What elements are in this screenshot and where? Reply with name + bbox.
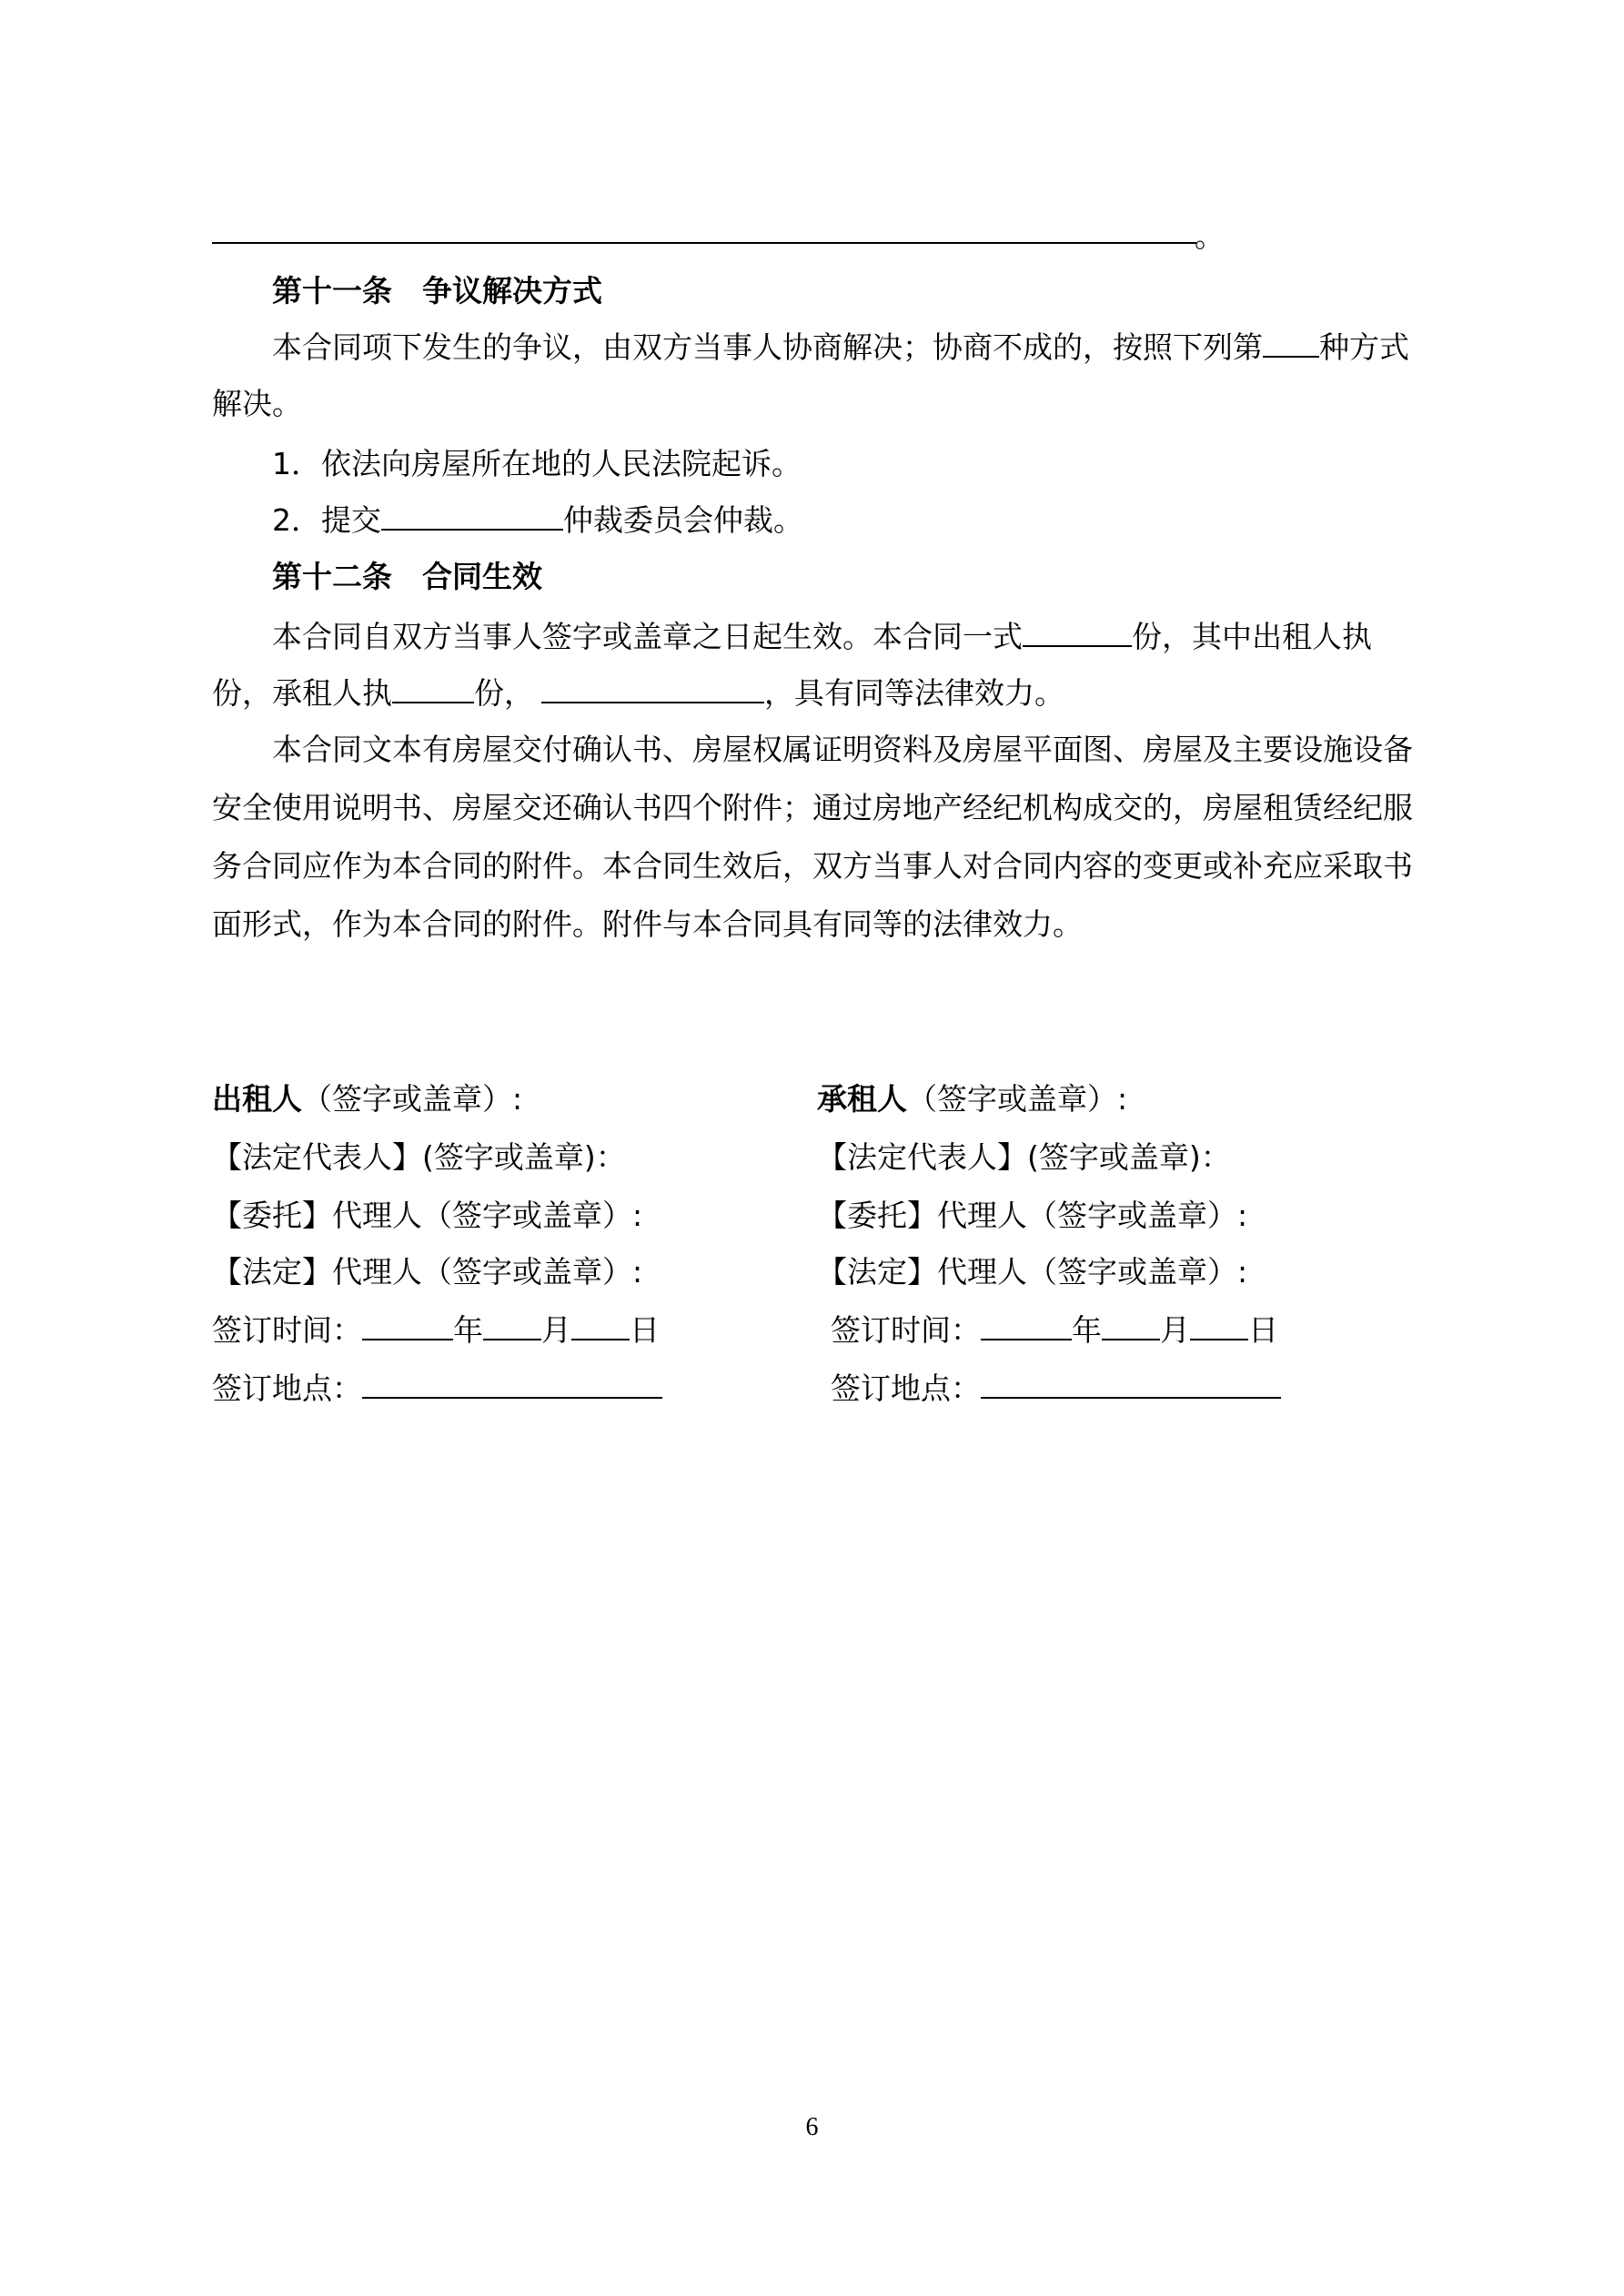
item-2-text: 2．提交 [272, 502, 381, 538]
blank-arbitration-commission [381, 501, 563, 531]
blank-copies-lessee [392, 674, 474, 703]
article-12-paragraph-2-line-1: 本合同文本有房屋交付确认书、房屋权属证明资料及房屋平面图、房屋及主要设施设备 [272, 732, 1413, 767]
lessee-sign-note: （签字或盖章）: [907, 1081, 1128, 1117]
lessor-label: 出租人 [212, 1081, 302, 1117]
article-11-paragraph-cont: 解决。 [212, 386, 302, 421]
month-label: 月 [541, 1312, 571, 1348]
date-label: 签订时间： [831, 1312, 981, 1348]
article-11-text: 本合同项下发生的争议，由双方当事人协商解决；协商不成的，按照下列第 [272, 329, 1263, 365]
lessor-sign-place [212, 1369, 662, 1409]
place-label: 签订地点： [831, 1371, 981, 1406]
item-2-text-end: 仲裁委员会仲裁。 [563, 502, 803, 538]
blank-method-number [1263, 329, 1319, 358]
article-11-item-1: 1．依法向房屋所在地的人民法院起诉。 [272, 446, 802, 481]
page-number: 6 [805, 2113, 819, 2141]
day-label: 日 [630, 1312, 660, 1348]
lessor-legal-agent: 【法定】代理人（签字或盖章）: [212, 1254, 643, 1290]
article-12-paragraph-1 [272, 617, 1372, 657]
blank-month [1102, 1311, 1160, 1340]
article-12-text-4: 份， [474, 675, 534, 711]
article-12-text-2: 份，其中出租人执 [1132, 619, 1372, 654]
lessor-sign-date [212, 1310, 660, 1350]
article-12-text-3: 份，承租人执 [212, 675, 392, 711]
lessee-entrusted-agent: 【委托】代理人（签字或盖章）: [817, 1198, 1248, 1233]
lessee-sign-place [831, 1369, 1281, 1409]
lessor-legal-rep: 【法定代表人】(签字或盖章)： [212, 1139, 626, 1175]
lessee-legal-agent: 【法定】代理人（签字或盖章）: [817, 1254, 1248, 1290]
fill-in-line [212, 242, 1196, 244]
article-12-paragraph-1-cont [212, 673, 1064, 713]
article-12-text: 本合同自双方当事人签字或盖章之日起生效。本合同一式 [272, 619, 1023, 654]
line-end-period: 。 [1195, 218, 1225, 254]
blank-day [571, 1311, 630, 1340]
blank-year [362, 1311, 453, 1340]
article-11-text-end: 种方式 [1319, 329, 1409, 365]
year-label: 年 [453, 1312, 483, 1348]
article-12-paragraph-2-line-4: 面形式，作为本合同的附件。附件与本合同具有同等的法律效力。 [212, 906, 1083, 942]
place-label: 签订地点： [212, 1371, 362, 1406]
article-12-paragraph-2-line-2: 安全使用说明书、房屋交还确认书四个附件；通过房地产经纪机构成交的，房屋租赁经纪服 [212, 790, 1413, 825]
article-11-heading: 第十一条 争议解决方式 [272, 273, 602, 308]
article-12-paragraph-2-line-3: 务合同应作为本合同的附件。本合同生效后，双方当事人对合同内容的变更或补充应采取书 [212, 848, 1413, 884]
article-11-paragraph [272, 328, 1409, 368]
lessee-signature [817, 1079, 1127, 1119]
article-12-text-5: ，具有同等法律效力。 [764, 675, 1064, 711]
blank-copies-total [1023, 618, 1132, 647]
month-label: 月 [1160, 1312, 1190, 1348]
article-12-heading: 第十二条 合同生效 [272, 559, 542, 594]
article-11-item-2 [272, 501, 803, 541]
lessee-label: 承租人 [817, 1081, 907, 1117]
year-label: 年 [1072, 1312, 1102, 1348]
blank-month [483, 1311, 541, 1340]
blank-year [981, 1311, 1072, 1340]
blank-place [981, 1370, 1281, 1399]
lessor-entrusted-agent: 【委托】代理人（签字或盖章）: [212, 1198, 643, 1233]
blank-other-party [541, 674, 764, 703]
lessor-sign-note: （签字或盖章）: [302, 1081, 523, 1117]
lessee-sign-date [831, 1310, 1278, 1350]
blank-day [1190, 1311, 1248, 1340]
lessee-legal-rep: 【法定代表人】(签字或盖章)： [817, 1139, 1231, 1175]
lessor-signature [212, 1079, 522, 1119]
date-label: 签订时间： [212, 1312, 362, 1348]
day-label: 日 [1248, 1312, 1278, 1348]
blank-place [362, 1370, 662, 1399]
